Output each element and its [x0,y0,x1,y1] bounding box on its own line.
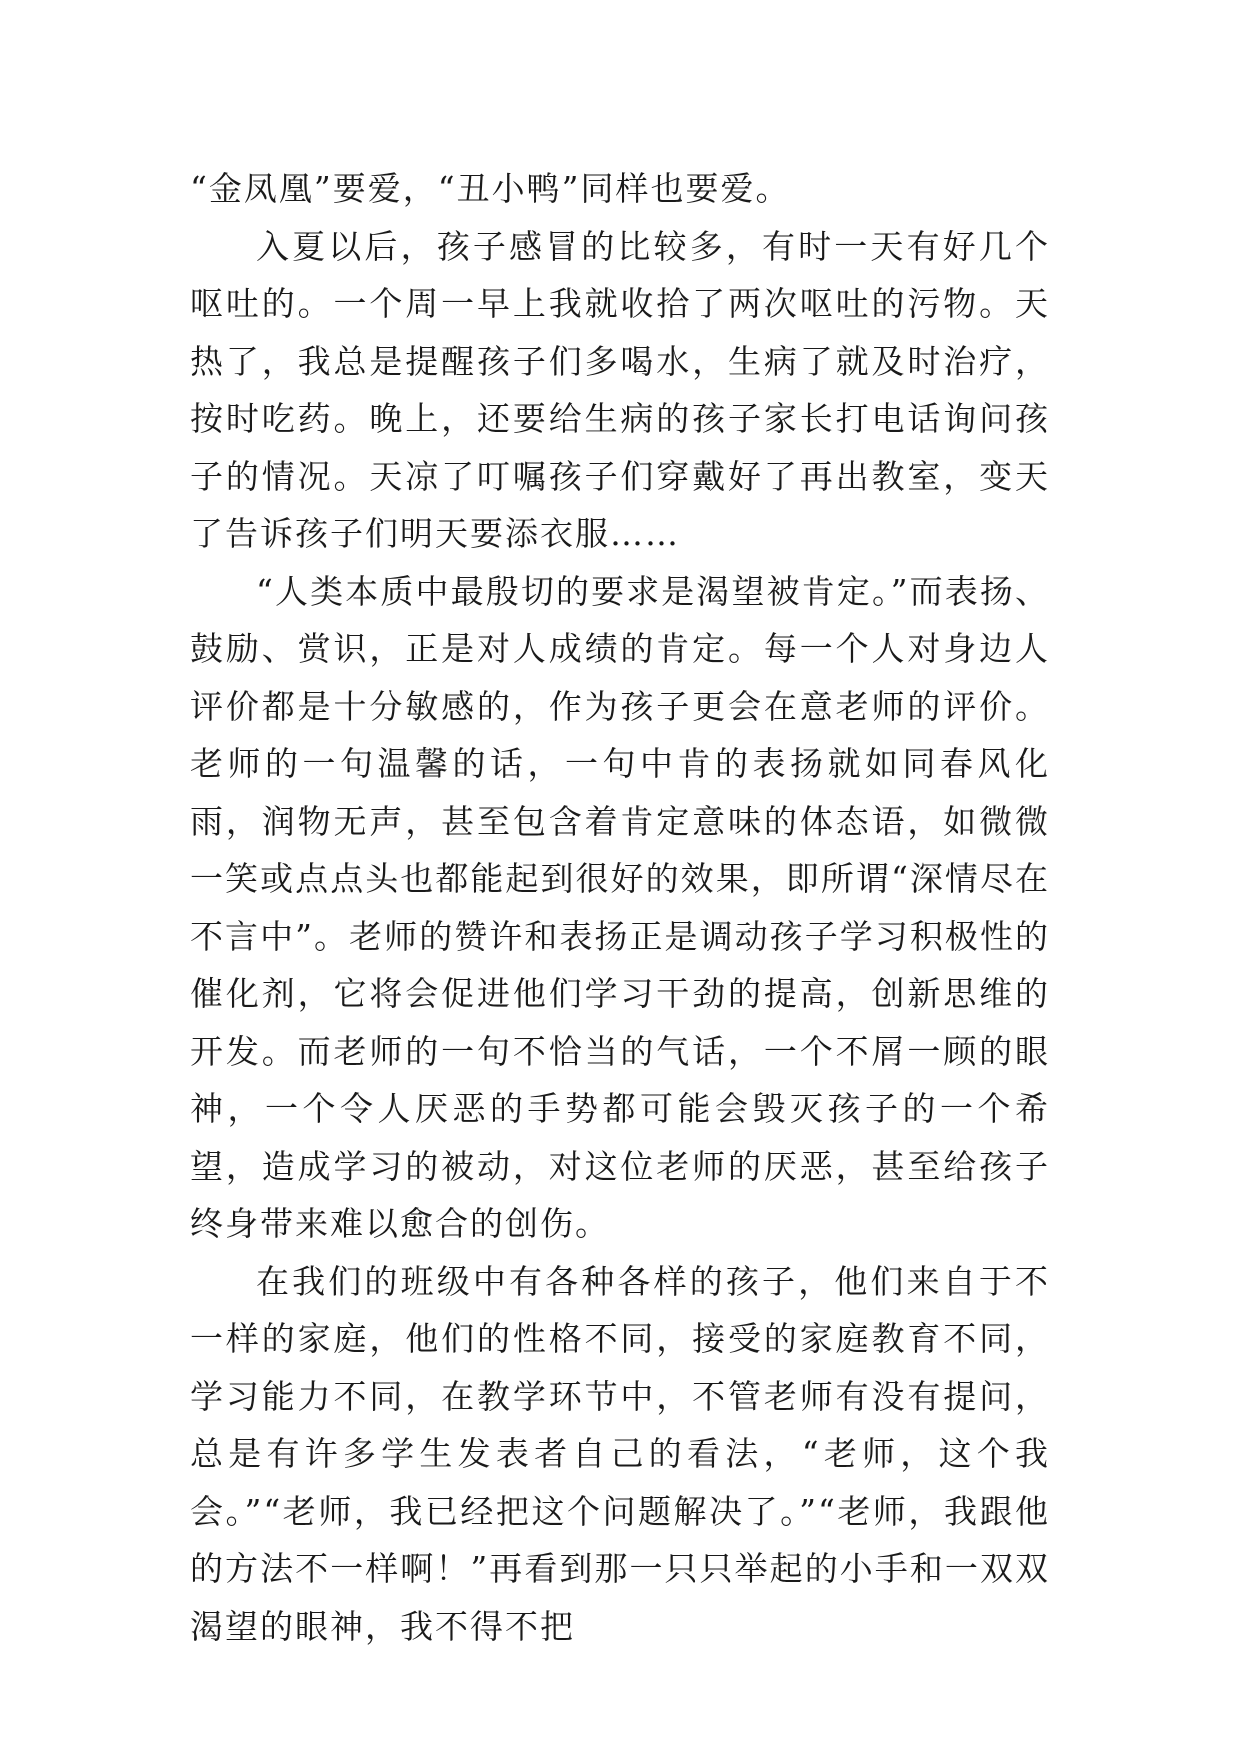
body-text [190,160,1050,1655]
paragraph-2: 入夏以后，孩子感冒的比较多，有时一天有好几个呕吐的。一个周一早上我就收拾了两次呕吐的污物。天热了，我总是提醒孩子们多喝水，生病了就及时治疗，按时吃药。晚上，还要给生病的孩子家长打电话询问孩子的情况。天凉了叮嘱孩子们穿戴好了再出教室，变天了告诉孩子们明天要添衣服…… [190,226,1050,553]
paragraph-4: 在我们的班级中有各种各样的孩子，他们来自于不一样的家庭，他们的性格不同，接受的家庭教育不同，学习能力不同，在教学环节中，不管老师有没有提问，总是有许多学生发表者自己的看法，“老师，这个我会。”“老师，我已经把这个问题解决了。”“老师，我跟他的方法不一样啊！”再看到那一只只举起的小手和一双双渴望的眼神，我不得不把 [190,1261,1050,1646]
paragraph-3: “人类本质中最殷切的要求是渴望被肯定。”而表扬、鼓励、赏识，正是对人成绩的肯定。每一个人对身边人评价都是十分敏感的，作为孩子更会在意老师的评价。老师的一句温馨的话，一句中肯的表扬就如同春风化雨，润物无声，甚至包含着肯定意味的体态语，如微微一笑或点点头也都能起到很好的效果，即所谓“深情尽在不言中”。老师的赞许和表扬正是调动孩子学习积极性的催化剂，它将会促进他们学习干劲的提高，创新思维的开发。而老师的一句不恰当的气话，一个不屑一顾的眼神，一个令人厌恶的手势都可能会毁灭孩子的一个希望，造成学习的被动，对这位老师的厌恶，甚至给孩子终身带来难以愈合的创伤。 [190,571,1050,1243]
paragraph-1: “金凤凰”要爱，“丑小鸭”同样也要爱。 [190,169,791,208]
